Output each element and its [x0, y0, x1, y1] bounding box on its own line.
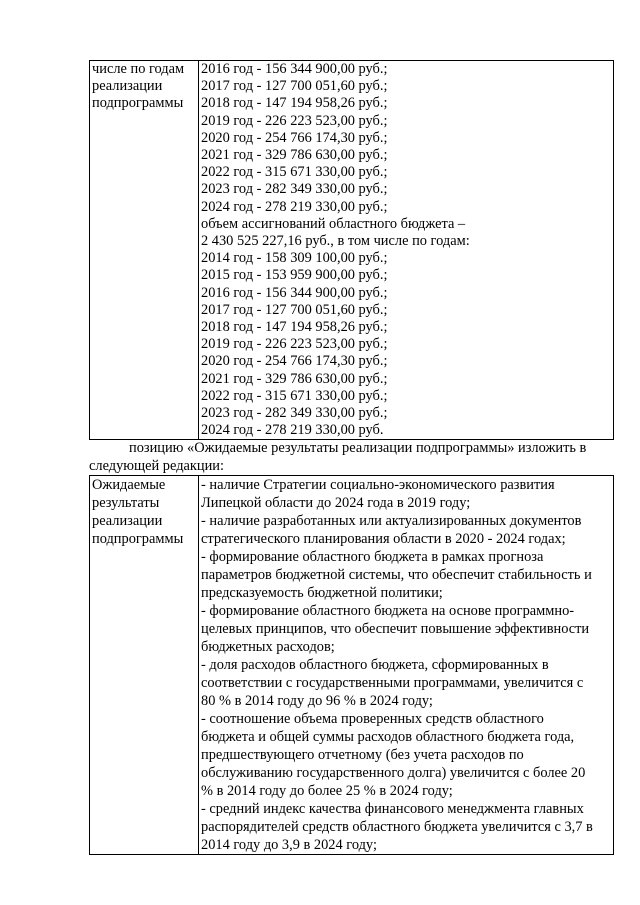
- document-page: [89, 60, 611, 855]
- table-row: [90, 61, 614, 440]
- row-value-cell: [199, 475, 614, 854]
- label-line: реализации: [92, 512, 163, 529]
- value-line: 2023 год - 282 349 330,00 руб.;: [201, 181, 388, 198]
- value-line: Липецкой области до 2024 года в 2019 году;: [201, 494, 471, 511]
- value-line: - наличие разработанных или актуализированных документов: [201, 512, 582, 529]
- value-line: - формирование областного бюджета в рамках прогноза: [201, 548, 544, 565]
- label-line: реализации: [92, 78, 163, 95]
- label-line: Ожидаемые: [92, 476, 166, 493]
- value-line: 2024 год - 278 219 330,00 руб.: [201, 422, 384, 439]
- value-line: обслуживанию государственного долга) увеличится с более 20: [201, 764, 586, 781]
- value-line: 2016 год - 156 344 900,00 руб.;: [201, 284, 388, 301]
- row-value-cell: [199, 61, 614, 440]
- value-line: 2019 год - 226 223 523,00 руб.;: [201, 336, 388, 353]
- value-line: - доля расходов областного бюджета, сформированных в: [201, 656, 549, 673]
- value-line: - наличие Стратегии социально-экономического развития: [201, 476, 555, 493]
- value-line: 2023 год - 282 349 330,00 руб.;: [201, 405, 388, 422]
- value-line: целевых принципов, что обеспечит повышение эффективности: [201, 620, 590, 637]
- value-line: 2 430 525 227,16 руб., в том числе по годам:: [201, 233, 470, 250]
- table-row: [90, 475, 614, 854]
- paragraph-line: позицию «Ожидаемые результаты реализации подпрограммы» изложить в: [129, 440, 587, 457]
- label-line: подпрограммы: [92, 530, 184, 547]
- value-line: 2022 год - 315 671 330,00 руб.;: [201, 164, 388, 181]
- value-line: бюджетных расходов;: [201, 638, 335, 655]
- value-line: параметров бюджетной системы, что обеспечит стабильность и: [201, 566, 592, 583]
- value-line: 2020 год - 254 766 174,30 руб.;: [201, 353, 388, 370]
- value-line: 2018 год - 147 194 958,26 руб.;: [201, 319, 388, 336]
- row-label-cell: [90, 61, 199, 440]
- value-line: 2016 год - 156 344 900,00 руб.;: [201, 61, 388, 77]
- value-line: 2021 год - 329 786 630,00 руб.;: [201, 147, 388, 164]
- row-label-cell: [90, 475, 199, 854]
- value-line: стратегического планирования области в 2020 - 2024 годах;: [201, 530, 566, 547]
- value-line: бюджета и общей суммы расходов областного бюджета года,: [201, 728, 575, 745]
- value-line: - формирование областного бюджета на основе программно-: [201, 602, 575, 619]
- value-line: 2017 год - 127 700 051,60 руб.;: [201, 78, 388, 95]
- financing-table: [89, 60, 614, 440]
- value-line: 80 % в 2014 году до 96 % в 2024 году;: [201, 692, 433, 709]
- value-line: 2024 год - 278 219 330,00 руб.;: [201, 198, 388, 215]
- paragraph-line: следующей редакции:: [89, 457, 224, 474]
- value-line: 2020 год - 254 766 174,30 руб.;: [201, 129, 388, 146]
- value-line: 2018 год - 147 194 958,26 руб.;: [201, 95, 388, 112]
- value-line: 2014 год - 158 309 100,00 руб.;: [201, 250, 388, 267]
- value-line: предшествующего отчетному (без учета расходов по: [201, 746, 524, 763]
- value-line: - соотношение объема проверенных средств областного: [201, 710, 544, 727]
- label-line: числе по годам: [92, 61, 185, 77]
- value-line: 2015 год - 153 959 900,00 руб.;: [201, 267, 388, 284]
- value-line: объем ассигнований областного бюджета –: [201, 215, 466, 232]
- value-line: 2022 год - 315 671 330,00 руб.;: [201, 387, 388, 404]
- value-line: распорядителей средств областного бюджета увеличится с 3,7 в: [201, 818, 593, 835]
- value-line: - средний индекс качества финансового менеджмента главных: [201, 800, 584, 817]
- value-line: 2014 году до 3,9 в 2024 году;: [201, 836, 377, 853]
- expected-results-table: [89, 475, 614, 855]
- value-line: 2021 год - 329 786 630,00 руб.;: [201, 370, 388, 387]
- value-line: соответствии с государственными программами, увеличится с: [201, 674, 584, 691]
- value-line: 2017 год - 127 700 051,60 руб.;: [201, 301, 388, 318]
- instruction-paragraph: [89, 440, 611, 474]
- value-line: % в 2014 году до более 25 % в 2024 году;: [201, 782, 453, 799]
- value-line: 2019 год - 226 223 523,00 руб.;: [201, 112, 388, 129]
- label-line: результаты: [92, 494, 160, 511]
- value-line: предсказуемость бюджетной политики;: [201, 584, 443, 601]
- label-line: подпрограммы: [92, 95, 184, 112]
